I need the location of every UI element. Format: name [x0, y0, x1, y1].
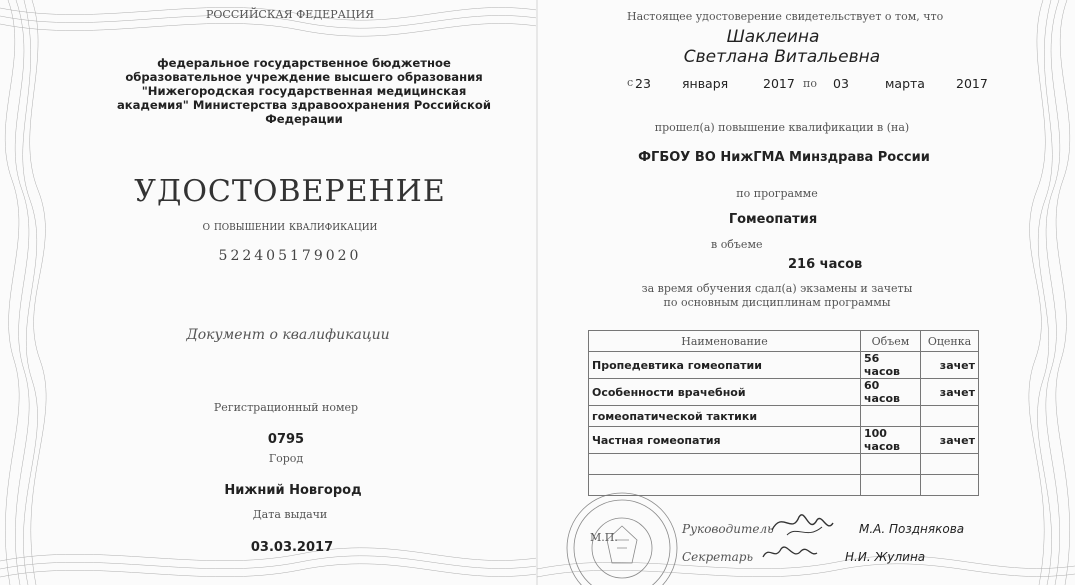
- secretary-name: Н.И. Жулина: [845, 550, 926, 564]
- row-name: Особенности врачебной: [589, 379, 861, 406]
- row-name: [589, 475, 861, 496]
- organization-name: ФГБОУ ВО НижГМА Минздрава России: [638, 150, 930, 165]
- from-year: 2017: [763, 76, 795, 91]
- recipient-surname: Шаклеина: [726, 27, 820, 47]
- row-grade: [921, 406, 979, 427]
- issue-date-label: Дата выдачи: [252, 508, 328, 521]
- reg-number-label: Регистрационный номер: [213, 401, 359, 414]
- to-month: марта: [885, 76, 925, 91]
- certificate-right-page: [537, 0, 1075, 585]
- serial-number: 522405179020: [218, 248, 362, 264]
- header-name: Наименование: [589, 331, 861, 352]
- row-volume: 100 часов: [861, 427, 921, 454]
- volume-label: в объеме: [711, 238, 763, 251]
- table-row: [589, 406, 979, 427]
- row-grade: [921, 475, 979, 496]
- city-value: Нижний Новгород: [224, 483, 362, 498]
- recipient-name: Светлана Витальевна: [683, 47, 881, 67]
- reg-number-value: 0795: [267, 432, 305, 447]
- table-row: [589, 379, 979, 406]
- row-volume: [861, 454, 921, 475]
- row-grade: [921, 454, 979, 475]
- document-title: УДОСТОВЕРЕНИЕ: [134, 174, 446, 209]
- head-label: Руководитель: [682, 522, 774, 536]
- program-label: по программе: [736, 187, 818, 200]
- table-row: [589, 352, 979, 379]
- row-volume: 60 часов: [861, 379, 921, 406]
- table-row: [589, 427, 979, 454]
- exams-text-line2: по основным дисциплинам программы: [663, 296, 891, 309]
- from-month: января: [682, 76, 729, 91]
- table-row: [589, 454, 979, 475]
- row-name: гомеопатической тактики: [589, 406, 861, 427]
- certificate-left-page: [0, 0, 537, 585]
- secretary-signature: [759, 537, 819, 567]
- to-year: 2017: [956, 76, 988, 91]
- issue-date-value: 03.03.2017: [250, 540, 334, 555]
- exams-text-line1: за время обучения сдал(а) экзамены и зачеты: [641, 282, 913, 295]
- city-label: Город: [268, 452, 304, 465]
- document-type: Документ о квалификации: [186, 327, 390, 343]
- row-volume: [861, 475, 921, 496]
- row-grade: зачет: [921, 427, 979, 454]
- to-prefix: по: [803, 77, 817, 90]
- header-volume: Объем: [861, 331, 921, 352]
- to-day: 03: [833, 76, 849, 91]
- seal-place-label: М.П.: [590, 531, 618, 544]
- from-prefix: с: [627, 76, 634, 89]
- intro-text: Настоящее удостоверение свидетельствует о том, что: [627, 10, 944, 23]
- row-volume: [861, 406, 921, 427]
- row-name: Пропедевтика гомеопатии: [589, 352, 861, 379]
- head-name: М.А. Позднякова: [859, 522, 965, 536]
- header-grade: Оценка: [921, 331, 979, 352]
- row-volume: 56 часов: [861, 352, 921, 379]
- from-day: 23: [635, 76, 651, 91]
- table-row: [589, 475, 979, 496]
- row-grade: зачет: [921, 352, 979, 379]
- volume-value: 216 часов: [788, 257, 863, 272]
- institution-name: федеральное государственное бюджетное образовательное учреждение высшего образования "Нижегородская государственная медицинская академия" Министерства здравоохранения Российской Федерации: [116, 56, 492, 126]
- country-label: РОССИЙСКАЯ ФЕДЕРАЦИЯ: [205, 8, 375, 21]
- row-name: Частная гомеопатия: [589, 427, 861, 454]
- passed-text: прошел(а) повышение квалификации в (на): [654, 121, 910, 134]
- document-subtitle: о повышении квалификации: [202, 218, 378, 233]
- grades-table: [588, 330, 979, 496]
- table-header-row: [589, 331, 979, 352]
- row-grade: зачет: [921, 379, 979, 406]
- row-name: [589, 454, 861, 475]
- program-name: Гомеопатия: [728, 212, 818, 227]
- secretary-label: Секретарь: [682, 550, 753, 564]
